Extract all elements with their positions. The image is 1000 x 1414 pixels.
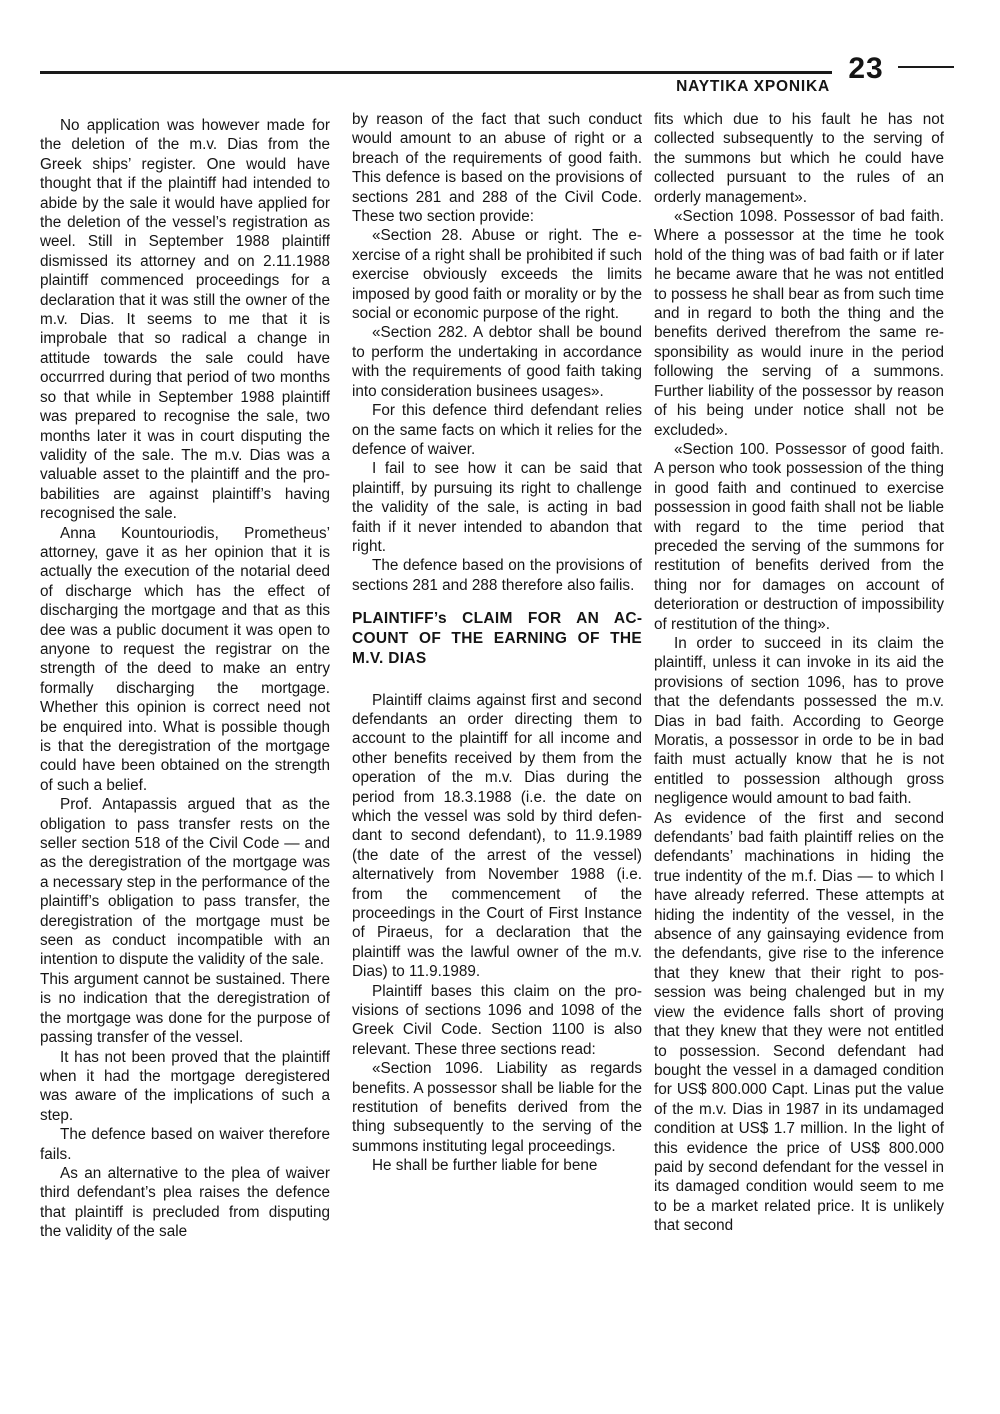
paragraph: He shall be further liable for bene — [372, 1157, 598, 1175]
paragraph: It has not been proved that the plaintiff when it had the mortgage deregistered was aware of the implications of such a step. — [40, 1048, 330, 1124]
paragraph: The defence based on waiver therefore fails. — [40, 1126, 330, 1163]
paragraph: Anna Kountouriodis, Prometheus’ attorney, gave it as her opinion that it is actually the execution of the notarial deed of discharge which has the effect of discharging the mortgage and that as this dee was a public document it was open to anyone to request the registrar on the strength of the deed to make an entry formally discharging the mortgage. Whether this opinion is correct need not be enquired into. What is possible though is that the deregistration of the mortgage could have been obtained on the strength of such a belief. — [40, 524, 330, 794]
paragraph: «Section 1098. Possessor of bad faith. Where a possessor at the time he took hold of the thing was of bad faith or if later he became aware that he was not entitled to possess he shall bear as from such time and in regard to both the thing and the benefits derived therefrom the same responsibility as would inure in the period following the serving of a summons. Further liability of the possessor by reason of his being under notice shall not be excluded». — [654, 208, 944, 439]
paragraph: As an alternative to the plea of waiver third defendant’s plea raises the defence that plaintiff is precluded from disputing the validity of the sale — [40, 1164, 330, 1241]
text-column-2 — [352, 110, 642, 1400]
paragraph: For this defence third defendant relies on the same facts on which it relies for the defence of waiver. — [352, 402, 642, 458]
paragraph: «Section 1096. Liability as regards benefits. A possessor shall be liable for the restitution of benefits derived from the thing subsequently to the serving of the summons instituting legal proceedings. — [352, 1060, 642, 1155]
paragraph: by reason of the fact that such conduct would amount to an abuse of right or a breach of the requirements of good faith. This defence is based on the provisions of sections 281 and 288 of the Civil Code. These two section provide: — [352, 111, 642, 226]
paragraph: Plaintiff bases this claim on the provisions of sections 1096 and 1098 of the Greek Civil Code. Section 1100 is also relevant. These three sections read: — [352, 982, 642, 1058]
magazine-name: NAYTIKA XPONIKA — [676, 78, 830, 95]
paragraph: I fail to see how it can be said that plaintiff, by pursuing its right to challenge the validity of the sale, is acting in bad faith if it never intended to abandon that right. — [352, 460, 642, 555]
paragraph: Plaintiff claims against first and second defendants an order directing them to account to the plaintiff for all income and other benefits received by them from the operation of the m.v. Dias during the period from 18.3.1988 (i.e. the date on which the vessel was sold by third defendant to second defendant), to 11.9.1989 (the date of the arrest of the vessel) alternatively from November 1988 (i.e. from the commencement of the proceedings in the Court of First Instance of Piraeus, for a declaration that the plaintiff was the lawful owner of the m.v. Dias) to 11.9.1989. — [352, 691, 642, 981]
paragraph: This argument cannot be sustained. There is no indication that the deregistration of the mortgage was done for the purpose of passing transfer of the vessel. — [40, 970, 330, 1047]
section-heading: PLAINTIFF’s CLAIM FOR AN ACCOUNT OF THE EARNING OF THE M.V. DIAS — [352, 610, 642, 667]
paragraph: No application was however made for the deletion of the m.v. Dias from the Greek ships’ register. One would have thought that if the plaintiff had intended to abide by the sale it would have applied for the deletion of the vessel’s registration as weel. Still in September 1988 plaintiff dismissed its attorney and on 2.11.1988 plaintiff commenced proceedings for a declaration that it was still the owner of the m.v. Dias. It seems to me that it is improbale that so radical a change in attitude towards the sale could have occurrred during that period of two months so that while in September 1988 plaintiff was prepared to recognise the sale, two months later it was in court disputing the validity of the sale. The m.v. Dias was a valuable asset to the plaintiff and the probabilities are against plaintiff’s having recognised the sale. — [40, 117, 330, 523]
paragraph: In order to succeed in its claim the plaintiff, unless it can invoke in its aid the provisions of section 1096, has to prove that the defendants possessed the m.v. Dias in bad faith. According to George Moratis, a possessor in orde to be in bad faith must actually know that he is not entitled to possession although gross negligence would amount to bad faith. — [654, 634, 944, 808]
header-rule — [40, 71, 832, 74]
paragraph: «Section 100. Possessor of good faith. A person who took possession of the thing in good faith and continued to exercise possession in good faith shall not be liable with regard to the time period that preceded the serving of the summons for restitution of benefits derived from the thing nor for damages on account of deterioration or destruction of impossibility of restitution of the thing». — [654, 440, 944, 633]
paragraph: «Section 28. Abuse or right. The exercise of a right shall be prohibited if such exercise obviously exceeds the limits imposed by good faith or morality or by the social or economic purpose of the right. — [352, 227, 642, 323]
paragraph: fits which due to his fault he has not collected subsequently to the serving of the summons but which he could have collected pursuant to the rules of an orderly management». — [654, 111, 944, 206]
header-rule-right — [898, 66, 954, 68]
paragraph: The defence based on the provisions of sections 281 and 288 therefore also failis. — [352, 557, 642, 594]
page-number: 23 — [848, 52, 884, 85]
paragraph: As evidence of the first and second defendants’ bad faith plaintiff relies on the defendants’ machinations in hiding the true indentity of the m.f. Dias — to which I have already referred. These attempts at hiding the indentity of the vessel, in the absence of any gainsaying evidence from the defendants, give rise to the inference that they knew that their right to possession was being chalenged but in my view the evidence falls short of proving that they knew that they were not entitled to possession. Second defendant had bought the vessel in a damaged condition for US$ 800.000 Capt. Linas put the value of the m.v. Dias in 1987 in its undamaged condition at US$ 1.7 million. In the light of this evidence the price of US$ 800.000 paid by second defendant for the vessel in its damaged condition would seem to me to be a market related price. It is unlikely that second — [654, 809, 944, 1235]
text-column-3 — [654, 110, 944, 1400]
paragraph: Prof. Antapassis argued that as the obligation to pass transfer rests on the seller section 518 of the Civil Code — and as the deregistration of the mortgage was a necessary step in the performance of the plaintiff’s obligation to pass transfer, the deregistration of the mortgage must be seen as conduct incompatible with an intention to dispute the validity of the sale. — [40, 796, 330, 969]
text-column-1 — [40, 116, 330, 1406]
paragraph: «Section 282. A debtor shall be bound to perform the undertaking in accordance with the requirements of good faith taking into consideration businees usages». — [352, 324, 642, 400]
